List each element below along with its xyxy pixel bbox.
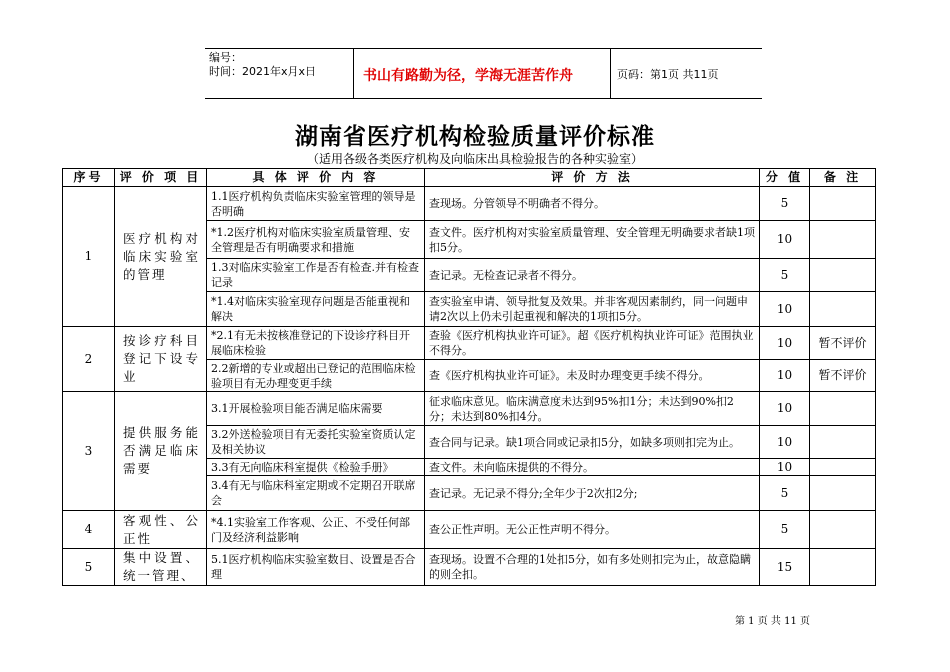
score-cell: 10 [760, 459, 810, 476]
note-cell [810, 459, 876, 476]
evaluation-method: 查实验室申请、领导批复及效果。并非客观因素制约，同一问题申请2次以上仍未引起重视和解决的1项扣5分。 [425, 292, 760, 327]
note-cell [810, 187, 876, 221]
column-header: 备 注 [810, 169, 876, 187]
evaluation-content: 3.1开展检验项目能否满足临床需要 [207, 392, 425, 426]
evaluation-method: 查现场。分管领导不明确者不得分。 [425, 187, 760, 221]
score-cell: 5 [760, 259, 810, 292]
column-header: 具 体 评 价 内 容 [207, 169, 425, 187]
evaluation-method: 查公正性声明。无公正性声明不得分。 [425, 511, 760, 549]
evaluation-item: 医疗机构对临床实验室的管理 [115, 187, 207, 327]
note-cell [810, 511, 876, 549]
evaluation-content: 1.1医疗机构负责临床实验室管理的领导是否明确 [207, 187, 425, 221]
note-cell [810, 292, 876, 327]
evaluation-item: 客观性、公正性 [115, 511, 207, 549]
table-row [63, 511, 876, 549]
note-cell [810, 549, 876, 586]
score-cell: 5 [760, 511, 810, 549]
header-divider [610, 49, 611, 98]
score-cell: 5 [760, 476, 810, 511]
evaluation-content: 5.1医疗机构临床实验室数目、设置是否合理 [207, 549, 425, 586]
item-number: 4 [63, 511, 115, 549]
table-body [63, 187, 876, 586]
evaluation-method: 查《医疗机构执业许可证》。未及时办理变更手续不得分。 [425, 360, 760, 392]
evaluation-method: 查文件。未向临床提供的不得分。 [425, 459, 760, 476]
evaluation-method: 查合同与记录。缺1项合同或记录扣5分，如缺多项则扣完为止。 [425, 426, 760, 459]
note-cell [810, 426, 876, 459]
page-title: 湖南省医疗机构检验质量评价标准 [295, 124, 655, 150]
evaluation-table [62, 168, 876, 586]
evaluation-content: 3.4有无与临床科室定期或不定期召开联席会 [207, 476, 425, 511]
evaluation-content: 3.3有无向临床科室提供《检验手册》 [207, 459, 425, 476]
table-header-row [63, 169, 876, 187]
document-header [205, 48, 762, 99]
note-cell [810, 221, 876, 259]
note-cell [810, 259, 876, 292]
evaluation-content: *1.4对临床实验室现存问题是否能重视和解决 [207, 292, 425, 327]
time-label: 时间：2021年x月x日 [209, 65, 317, 78]
item-number: 2 [63, 327, 115, 392]
header-meta [209, 51, 316, 79]
score-cell: 10 [760, 426, 810, 459]
evaluation-content: *1.2医疗机构对临床实验室质量管理、安全管理是否有明确要求和措施 [207, 221, 425, 259]
evaluation-method: 查文件。医疗机构对实验室质量管理、安全管理无明确要求者缺1项扣5分。 [425, 221, 760, 259]
item-number: 1 [63, 187, 115, 327]
note-cell [810, 392, 876, 426]
evaluation-content: 3.2外送检验项目有无委托实验室资质认定及相关协议 [207, 426, 425, 459]
evaluation-method: 查验《医疗机构执业许可证》。超《医疗机构执业许可证》范围执业不得分。 [425, 327, 760, 360]
score-cell: 10 [760, 221, 810, 259]
score-cell: 10 [760, 327, 810, 360]
note-cell [810, 476, 876, 511]
item-number: 3 [63, 392, 115, 511]
page-footer: 第 1 页 共 11 页 [735, 616, 810, 627]
code-label: 编号： [209, 51, 242, 64]
evaluation-item: 提供服务能否满足临床需要 [115, 392, 207, 511]
note-cell: 暂不评价 [810, 360, 876, 392]
table-row [63, 187, 876, 221]
header-page-info: 页码：第1页 共11页 [617, 68, 719, 81]
column-header: 评 价 方 法 [425, 169, 760, 187]
evaluation-content: 2.2新增的专业或超出已登记的范围临床检验项目有无办理变更手续 [207, 360, 425, 392]
header-motto: 书山有路勤为径，学海无涯苦作舟 [363, 68, 573, 84]
column-header: 分 值 [760, 169, 810, 187]
evaluation-method: 查记录。无记录不得分;全年少于2次扣2分; [425, 476, 760, 511]
evaluation-content: 1.3对临床实验室工作是否有检查.并有检查记录 [207, 259, 425, 292]
score-cell: 15 [760, 549, 810, 586]
column-header: 序号 [63, 169, 115, 187]
header-divider [353, 49, 354, 98]
table-row [63, 392, 876, 426]
evaluation-method: 征求临床意见。临床满意度未达到95%扣1分；未达到90%扣2分；未达到80%扣4分。 [425, 392, 760, 426]
evaluation-content: *2.1有无未按核准登记的下设诊疗科目开展临床检验 [207, 327, 425, 360]
column-header: 评 价 项 目 [115, 169, 207, 187]
score-cell: 10 [760, 360, 810, 392]
score-cell: 10 [760, 392, 810, 426]
evaluation-method: 查记录。无检查记录者不得分。 [425, 259, 760, 292]
evaluation-content: *4.1实验室工作客观、公正、不受任何部门及经济利益影响 [207, 511, 425, 549]
table-row [63, 327, 876, 360]
score-cell: 10 [760, 292, 810, 327]
evaluation-method: 查现场。设置不合理的1处扣5分，如有多处则扣完为止，故意隐瞒的则全扣。 [425, 549, 760, 586]
score-cell: 5 [760, 187, 810, 221]
item-number: 5 [63, 549, 115, 586]
evaluation-item: 集中设置、统一管理、 [115, 549, 207, 586]
note-cell: 暂不评价 [810, 327, 876, 360]
table-row [63, 549, 876, 586]
evaluation-item: 按诊疗科目登记下设专业 [115, 327, 207, 392]
page-subtitle: （适用各级各类医疗机构及向临床出具检验报告的各种实验室） [306, 152, 643, 166]
